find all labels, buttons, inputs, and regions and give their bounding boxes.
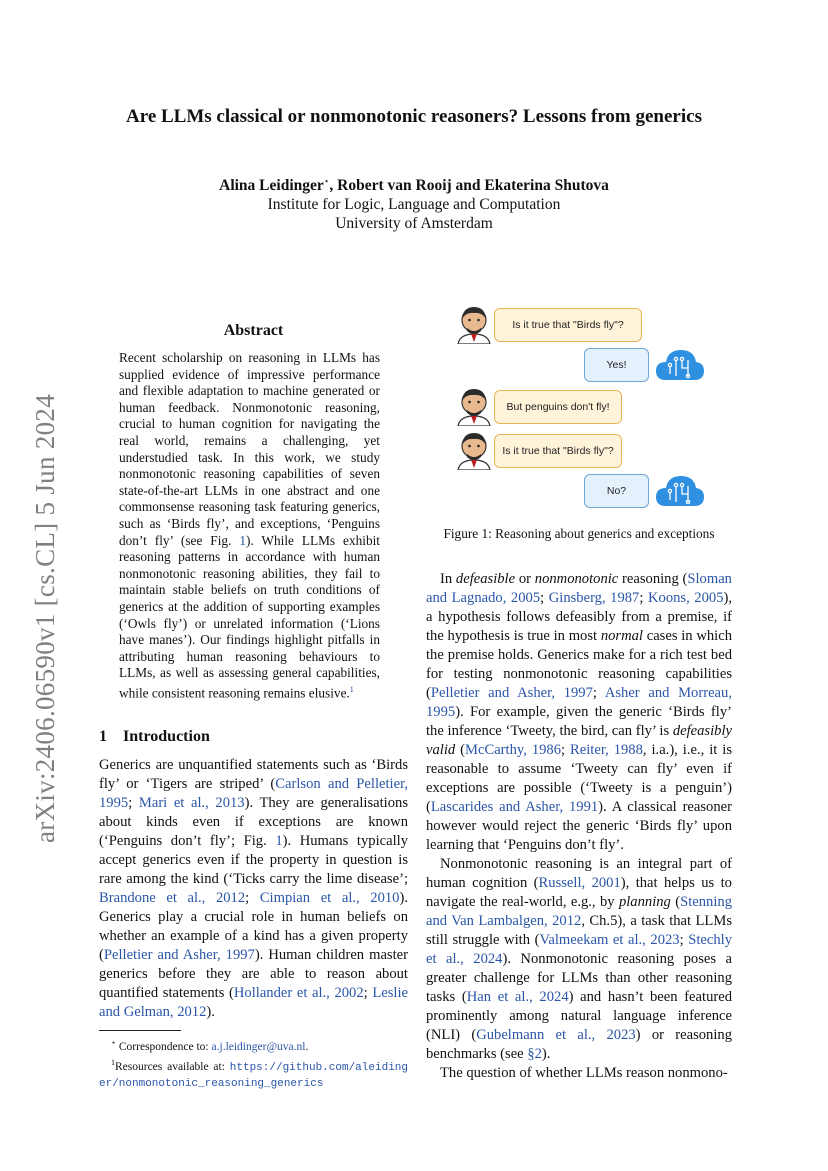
right-column — [426, 300, 732, 1083]
emphasis: defeasibly valid — [426, 723, 732, 758]
paper-title: Are LLMs classical or nonmonotonic reasoners? Lessons from generics — [126, 106, 702, 127]
github-link[interactable]: https://github.com/aleidinger/nonmonotonic_reasoning_generics — [99, 1061, 408, 1090]
intro-paragraph: Generics are unquantified statements such as ‘Birds fly’ or ‘Tigers are striped’ (Carlson and Pelletier, 1995; Mari et al., 2013). They are generalisations about kinds even if exceptions are known (‘Penguins don’t fly’; Fig. 1). Humans typically accept generics even if the property in question is rare among the kind (‘Ticks carry the lime disease’; Brandone et al., 2012; Cimpian et al., 2010). Generics play a crucial role in human beliefs on whether an example of a kind has a given property (Pelletier and Asher, 1997). Human children master generics before they are able to reason about quantified statements (Hollander et al., 2002; Leslie and Gelman, 2012). — [99, 756, 409, 1020]
affiliation-line-2: University of Amsterdam — [335, 215, 493, 233]
citation-link[interactable]: Asher and Morreau, 1995 — [426, 685, 732, 720]
citation-link[interactable]: Leslie and Gelman, 2012 — [99, 984, 408, 1020]
citation-link[interactable]: Cimpian et al., 2010 — [259, 889, 400, 906]
ai-cloud-icon — [654, 346, 706, 382]
footnote-resources: $^1$Resources available at: https://github.com/aleidinger/nonmonotonic_reasoning_generics — [99, 1057, 408, 1090]
chat-bubble-user: Is it true that "Birds fly"? — [494, 308, 642, 342]
citation-link[interactable]: Brandone et al., 2012 — [99, 889, 246, 906]
citation-link[interactable]: Ginsberg, 1987 — [548, 590, 640, 606]
citation-link[interactable]: Stechly et al., 2024 — [426, 932, 732, 967]
citation-link[interactable]: Sloman and Lagnado, 2005 — [426, 571, 732, 606]
citation-link[interactable]: Valmeekam et al., 2023 — [539, 932, 680, 948]
left-column — [99, 322, 408, 1092]
email-link[interactable]: a.j.leidinger@uva.nl — [211, 1040, 306, 1053]
abstract-text: Recent scholarship on reasoning in LLMs has supplied evidence of impressive performance and flexible adaptation to machine generated or human feedback. Nonmonotonic reasoning, crucial to human cognition for navigating the real world, remains a challenging, yet understudied task. In this work, we study nonmonotonic reasoning capabilities of seven state-of-the-art LLMs in one abstract and one commonsense reasoning task featuring generics, such as ‘Birds fly’, and exceptions, ‘Penguins don’t fly’ (see Fig. 1). While LLMs exhibit reasoning patterns in accordance with human nonmonotonic reasoning abilities, they fail to maintain stable beliefs on truth conditions of generics at the addition of supporting examples (‘Owls fly’) or unrelated information (‘Lions have manes’). Our findings highlight pitfalls in attributing human reasoning behaviours to LLMs, as well as assessing general capabilities, while consistent reasoning remains elusive.$^1$ — [119, 350, 380, 701]
citation-link[interactable]: 1 — [275, 832, 283, 849]
user-avatar-icon — [454, 304, 494, 344]
paragraph-question: The question of whether LLMs reason nonmono- — [440, 1065, 728, 1081]
arxiv-identifier: arXiv:2406.06590v1 [cs.CL] 5 Jun 2024 — [30, 393, 61, 843]
citation-link[interactable]: Hollander et al., 2002 — [233, 984, 364, 1001]
citation-link[interactable]: Koons, 2005 — [647, 590, 724, 606]
citation-link[interactable]: Russell, 2001 — [538, 875, 621, 891]
section-heading-introduction: 1 Introduction — [99, 727, 210, 745]
citation-link[interactable]: §2 — [527, 1046, 542, 1062]
affiliation-line-1: Institute for Logic, Language and Computation — [267, 196, 561, 214]
chat-bubble-bot: No? — [584, 474, 649, 508]
footnote-rule — [99, 1030, 181, 1031]
author-names: Alina Leidinger⋆, Robert van Rooij and Ekaterina Shutova — [219, 176, 609, 195]
emphasis: defeasible — [455, 571, 516, 587]
emphasis: planning — [618, 894, 671, 910]
figure-1 — [426, 300, 732, 520]
citation-link[interactable]: Reiter, 1988 — [570, 742, 643, 758]
emphasis: normal — [600, 628, 643, 644]
footnote-correspondence: ⋆ Correspondence to: a.j.leidinger@uva.nl. — [111, 1037, 309, 1053]
citation-link[interactable]: Mari et al., 2013 — [138, 794, 245, 811]
citation-link[interactable]: McCarthy, 1986 — [465, 742, 562, 758]
citation-link[interactable]: Pelletier and Asher, 1997 — [430, 685, 593, 701]
chat-bubble-user: Is it true that "Birds fly"? — [494, 434, 622, 468]
author-block — [0, 172, 828, 233]
ai-cloud-icon — [654, 472, 706, 508]
user-avatar-icon — [454, 430, 494, 470]
chat-bubble-user: But penguins don't fly! — [494, 390, 622, 424]
citation-link[interactable]: Pelletier and Asher, 1997 — [103, 946, 255, 963]
citation-link[interactable]: Lascarides and Asher, 1991 — [430, 799, 599, 815]
citation-link[interactable]: Stenning and Van Lambalgen, 2012 — [426, 894, 732, 929]
paragraph-defeasible-reasoning: In defeasible or nonmonotonic reasoning (Sloman and Lagnado, 2005; Ginsberg, 1987; Koons, 2005), a hypothesis follows defeasibly from a premise, if the hypothesis is true in most normal cases in which the premise holds. Generics make for a rich test bed for testing nonmonotonic reasoning capabilities (Pelletier and Asher, 1997; Asher and Morreau, 1995). For example, given the generic ‘Birds fly’ the inference ‘Tweety, the bird, can fly’ is defeasibly valid (McCarthy, 1986; Reiter, 1988, i.a.), i.e., it is reasonable to assume ‘Tweety can fly’ even if exceptions are possible (‘Tweety is a penguin’) (Lascarides and Asher, 1991). A classical reasoner however would reject the generic ‘Birds fly’ upon learning that ‘Penguins don’t fly’. — [426, 571, 733, 853]
figure-caption: Figure 1: Reasoning about generics and exceptions — [443, 526, 715, 541]
footnote-link[interactable]: 1 — [349, 684, 354, 694]
paragraph-nonmonotonic-cognition: Nonmonotonic reasoning is an integral part of human cognition (Russell, 2001), that helps us to navigate the real-world, e.g., by planning (Stenning and Van Lambalgen, 2012, Ch.5), a task that LLMs still struggle with (Valmeekam et al., 2023; Stechly et al., 2024). Nonmonotonic reasoning poses a greater challenge for LLMs than other reasoning tasks (Han et al., 2024) and hasn’t been featured prominently among natural language inference (NLI) (Gubelmann et al., 2023) or reasoning benchmarks (see §2). — [426, 856, 733, 1062]
chat-bubble-bot: Yes! — [584, 348, 649, 382]
citation-link[interactable]: Carlson and Pelletier, 1995 — [99, 775, 408, 811]
citation-link[interactable]: Gubelmann et al., 2023 — [476, 1027, 636, 1043]
citation-link[interactable]: Han et al., 2024 — [466, 989, 569, 1005]
figure-link[interactable]: 1 — [239, 532, 246, 548]
user-avatar-icon — [454, 386, 494, 426]
emphasis: nonmonotonic — [534, 571, 619, 587]
abstract-heading: Abstract — [223, 322, 284, 339]
